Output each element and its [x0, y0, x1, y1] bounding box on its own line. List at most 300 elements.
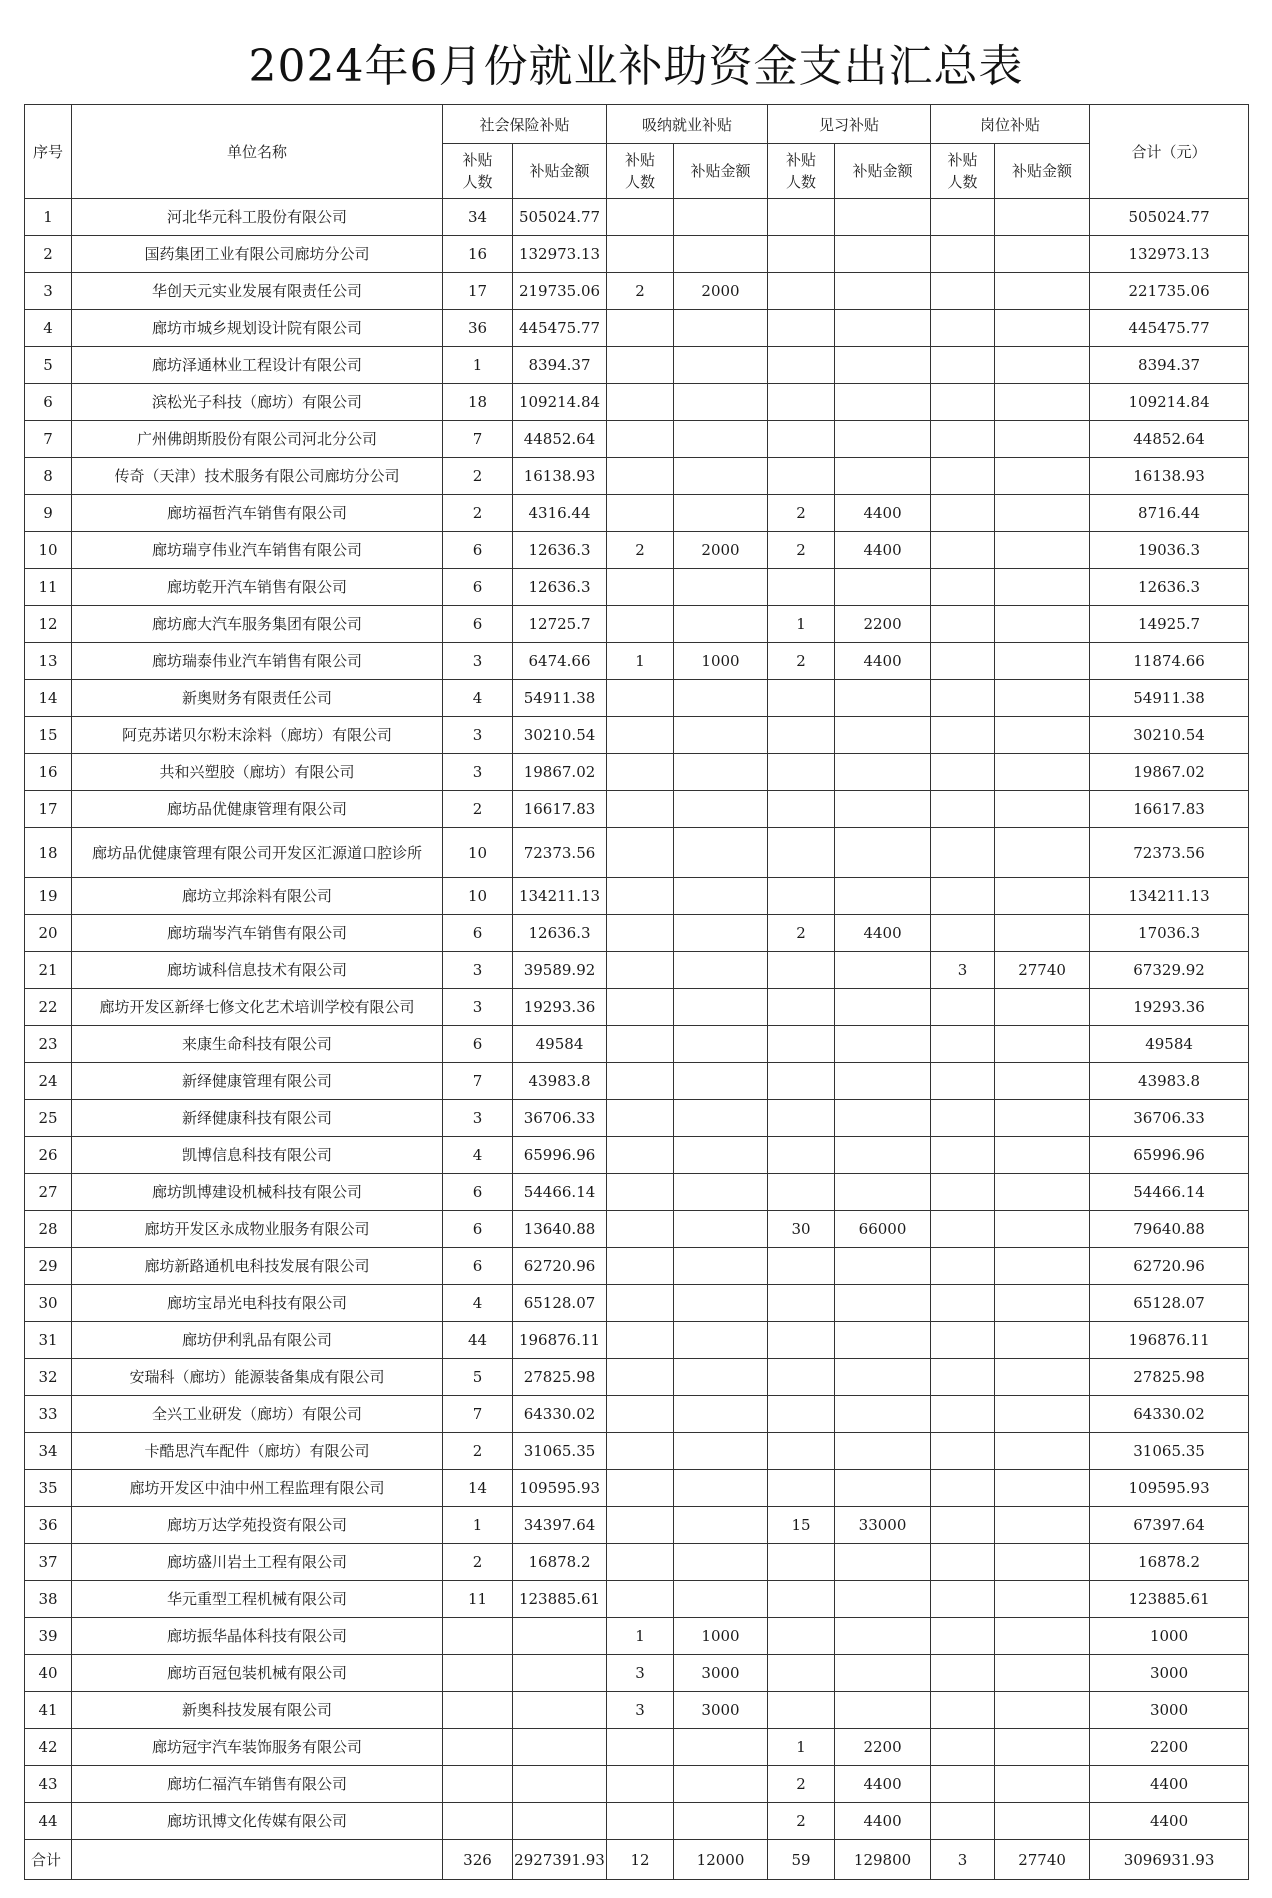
post-people	[931, 1248, 995, 1285]
row-index: 27	[25, 1174, 72, 1211]
table-row	[25, 1137, 1249, 1174]
intern-people	[768, 1174, 835, 1211]
social-amount: 19867.02	[513, 754, 607, 791]
post-people	[931, 1803, 995, 1840]
table-row	[25, 1544, 1249, 1581]
absorb-people	[607, 952, 674, 989]
social-people: 11	[443, 1581, 513, 1618]
social-amount: 62720.96	[513, 1248, 607, 1285]
unit-name: 廊坊宝昂光电科技有限公司	[72, 1285, 443, 1322]
total-unit-blank	[72, 1840, 443, 1880]
row-index: 11	[25, 569, 72, 606]
absorb-amount	[674, 878, 768, 915]
table-row	[25, 273, 1249, 310]
table-row	[25, 1655, 1249, 1692]
intern-people	[768, 754, 835, 791]
row-total: 36706.33	[1090, 1100, 1249, 1137]
post-people	[931, 1655, 995, 1692]
intern-people	[768, 1618, 835, 1655]
social-amount: 64330.02	[513, 1396, 607, 1433]
row-total: 11874.66	[1090, 643, 1249, 680]
absorb-people	[607, 236, 674, 273]
intern-people	[768, 1359, 835, 1396]
total-intern-people: 59	[768, 1840, 835, 1880]
row-total: 72373.56	[1090, 828, 1249, 878]
unit-name: 廊坊讯博文化传媒有限公司	[72, 1803, 443, 1840]
social-people: 1	[443, 347, 513, 384]
row-index: 31	[25, 1322, 72, 1359]
table-row	[25, 1470, 1249, 1507]
row-total: 67397.64	[1090, 1507, 1249, 1544]
row-total: 17036.3	[1090, 915, 1249, 952]
table-row	[25, 1803, 1249, 1840]
row-total: 62720.96	[1090, 1248, 1249, 1285]
row-index: 39	[25, 1618, 72, 1655]
absorb-people	[607, 569, 674, 606]
row-index: 13	[25, 643, 72, 680]
social-people: 3	[443, 643, 513, 680]
social-amount: 27825.98	[513, 1359, 607, 1396]
social-amount: 109595.93	[513, 1470, 607, 1507]
absorb-amount	[674, 1026, 768, 1063]
post-people	[931, 1026, 995, 1063]
post-people	[931, 310, 995, 347]
row-index: 14	[25, 680, 72, 717]
unit-name: 廊坊开发区新绎七修文化艺术培训学校有限公司	[72, 989, 443, 1026]
table-row	[25, 878, 1249, 915]
post-amount: 27740	[995, 952, 1090, 989]
absorb-people	[607, 1544, 674, 1581]
intern-people	[768, 952, 835, 989]
row-total: 4400	[1090, 1803, 1249, 1840]
absorb-people	[607, 347, 674, 384]
post-people	[931, 989, 995, 1026]
social-people: 3	[443, 754, 513, 791]
intern-people	[768, 1544, 835, 1581]
row-total: 16617.83	[1090, 791, 1249, 828]
social-amount	[513, 1618, 607, 1655]
intern-amount	[835, 1692, 931, 1729]
row-index: 17	[25, 791, 72, 828]
unit-name: 阿克苏诺贝尔粉末涂料（廊坊）有限公司	[72, 717, 443, 754]
post-amount	[995, 310, 1090, 347]
row-total: 65128.07	[1090, 1285, 1249, 1322]
absorb-amount	[674, 915, 768, 952]
absorb-amount	[674, 1433, 768, 1470]
post-people	[931, 384, 995, 421]
post-people	[931, 1692, 995, 1729]
table-row	[25, 1100, 1249, 1137]
post-amount	[995, 1026, 1090, 1063]
header-absorb-employment: 吸纳就业补贴	[607, 105, 768, 144]
intern-people: 15	[768, 1507, 835, 1544]
document-title: 2024年6月份就业补助资金支出汇总表	[248, 41, 1024, 92]
table-row	[25, 1063, 1249, 1100]
intern-amount	[835, 878, 931, 915]
intern-people	[768, 828, 835, 878]
intern-amount	[835, 680, 931, 717]
post-people	[931, 1359, 995, 1396]
post-people	[931, 791, 995, 828]
social-people: 2	[443, 495, 513, 532]
intern-people	[768, 236, 835, 273]
row-index: 18	[25, 828, 72, 878]
post-amount	[995, 680, 1090, 717]
post-amount	[995, 1581, 1090, 1618]
row-total: 1000	[1090, 1618, 1249, 1655]
unit-name: 国药集团工业有限公司廊坊分公司	[72, 236, 443, 273]
social-amount: 65996.96	[513, 1137, 607, 1174]
post-amount	[995, 1766, 1090, 1803]
intern-people	[768, 569, 835, 606]
intern-amount: 33000	[835, 1507, 931, 1544]
intern-people	[768, 199, 835, 236]
post-people	[931, 347, 995, 384]
absorb-people	[607, 878, 674, 915]
social-people	[443, 1618, 513, 1655]
intern-people: 1	[768, 606, 835, 643]
post-people	[931, 421, 995, 458]
social-people: 17	[443, 273, 513, 310]
table-row	[25, 1692, 1249, 1729]
absorb-amount	[674, 1470, 768, 1507]
absorb-amount: 2000	[674, 273, 768, 310]
intern-amount	[835, 1544, 931, 1581]
row-index: 2	[25, 236, 72, 273]
intern-people	[768, 791, 835, 828]
social-amount: 54466.14	[513, 1174, 607, 1211]
absorb-amount	[674, 347, 768, 384]
social-amount: 445475.77	[513, 310, 607, 347]
row-total: 65996.96	[1090, 1137, 1249, 1174]
post-amount	[995, 915, 1090, 952]
absorb-people	[607, 1174, 674, 1211]
absorb-amount	[674, 495, 768, 532]
social-people: 34	[443, 199, 513, 236]
absorb-amount	[674, 1396, 768, 1433]
social-people: 7	[443, 421, 513, 458]
row-index: 25	[25, 1100, 72, 1137]
intern-people	[768, 1396, 835, 1433]
post-amount	[995, 569, 1090, 606]
header-post-subsidy: 岗位补贴	[931, 105, 1090, 144]
social-amount: 43983.8	[513, 1063, 607, 1100]
intern-amount	[835, 1618, 931, 1655]
header-social-amount: 补贴金额	[513, 144, 607, 199]
intern-amount	[835, 1285, 931, 1322]
social-people: 18	[443, 384, 513, 421]
social-people: 6	[443, 1211, 513, 1248]
post-people	[931, 495, 995, 532]
absorb-people	[607, 1063, 674, 1100]
row-index: 36	[25, 1507, 72, 1544]
total-social-amount: 2927391.93	[513, 1840, 607, 1880]
unit-name: 新绎健康管理有限公司	[72, 1063, 443, 1100]
unit-name: 廊坊凯博建设机械科技有限公司	[72, 1174, 443, 1211]
post-amount	[995, 1803, 1090, 1840]
intern-amount	[835, 989, 931, 1026]
absorb-amount	[674, 421, 768, 458]
intern-people	[768, 989, 835, 1026]
header-intern-amount: 补贴金额	[835, 144, 931, 199]
unit-name: 新绎健康科技有限公司	[72, 1100, 443, 1137]
social-people	[443, 1655, 513, 1692]
intern-people	[768, 273, 835, 310]
social-people: 6	[443, 606, 513, 643]
unit-name: 传奇（天津）技术服务有限公司廊坊分公司	[72, 458, 443, 495]
absorb-amount	[674, 1581, 768, 1618]
intern-amount	[835, 952, 931, 989]
intern-amount	[835, 717, 931, 754]
post-people	[931, 717, 995, 754]
post-amount	[995, 1433, 1090, 1470]
social-amount: 36706.33	[513, 1100, 607, 1137]
header-unit-name: 单位名称	[72, 105, 443, 199]
table-row	[25, 199, 1249, 236]
social-people	[443, 1692, 513, 1729]
row-total: 109595.93	[1090, 1470, 1249, 1507]
row-total: 505024.77	[1090, 199, 1249, 236]
unit-name: 廊坊新路通机电科技发展有限公司	[72, 1248, 443, 1285]
intern-amount	[835, 1396, 931, 1433]
absorb-people	[607, 1507, 674, 1544]
absorb-amount	[674, 1137, 768, 1174]
unit-name: 廊坊瑞岑汽车销售有限公司	[72, 915, 443, 952]
total-grand: 3096931.93	[1090, 1840, 1249, 1880]
social-people: 2	[443, 458, 513, 495]
post-people	[931, 915, 995, 952]
table-body	[25, 199, 1249, 1840]
absorb-amount	[674, 1063, 768, 1100]
social-amount: 49584	[513, 1026, 607, 1063]
row-index: 30	[25, 1285, 72, 1322]
intern-amount	[835, 421, 931, 458]
absorb-people	[607, 495, 674, 532]
header-absorb-people	[607, 144, 674, 199]
row-index: 28	[25, 1211, 72, 1248]
table-row	[25, 532, 1249, 569]
row-total: 12636.3	[1090, 569, 1249, 606]
row-total: 445475.77	[1090, 310, 1249, 347]
table-row	[25, 1396, 1249, 1433]
intern-people	[768, 458, 835, 495]
post-people	[931, 606, 995, 643]
intern-amount	[835, 1137, 931, 1174]
social-amount: 134211.13	[513, 878, 607, 915]
absorb-people	[607, 1766, 674, 1803]
post-amount	[995, 1729, 1090, 1766]
intern-amount	[835, 1470, 931, 1507]
row-total: 16878.2	[1090, 1544, 1249, 1581]
social-people: 7	[443, 1063, 513, 1100]
social-people: 2	[443, 791, 513, 828]
total-post-amount: 27740	[995, 1840, 1090, 1880]
unit-name: 华元重型工程机械有限公司	[72, 1581, 443, 1618]
social-people: 3	[443, 717, 513, 754]
row-total: 49584	[1090, 1026, 1249, 1063]
intern-amount	[835, 458, 931, 495]
row-index: 9	[25, 495, 72, 532]
intern-people: 2	[768, 532, 835, 569]
absorb-people	[607, 199, 674, 236]
table-row	[25, 791, 1249, 828]
post-amount	[995, 878, 1090, 915]
unit-name: 廊坊瑞泰伟业汽车销售有限公司	[72, 643, 443, 680]
social-people: 3	[443, 1100, 513, 1137]
intern-amount	[835, 1174, 931, 1211]
row-index: 12	[25, 606, 72, 643]
row-total: 14925.7	[1090, 606, 1249, 643]
row-total: 54466.14	[1090, 1174, 1249, 1211]
social-people: 5	[443, 1359, 513, 1396]
social-people: 16	[443, 236, 513, 273]
absorb-amount	[674, 1507, 768, 1544]
absorb-amount	[674, 1803, 768, 1840]
post-amount	[995, 791, 1090, 828]
subsidy-summary-table	[24, 104, 1249, 1880]
header-row-groups	[25, 105, 1249, 144]
absorb-amount	[674, 828, 768, 878]
row-total: 132973.13	[1090, 236, 1249, 273]
intern-people	[768, 1470, 835, 1507]
post-people	[931, 1322, 995, 1359]
row-index: 21	[25, 952, 72, 989]
post-amount	[995, 199, 1090, 236]
row-index: 23	[25, 1026, 72, 1063]
absorb-amount	[674, 569, 768, 606]
intern-people	[768, 1248, 835, 1285]
table-row	[25, 347, 1249, 384]
intern-amount	[835, 1063, 931, 1100]
post-people	[931, 1174, 995, 1211]
intern-people	[768, 878, 835, 915]
social-people: 6	[443, 569, 513, 606]
row-index: 38	[25, 1581, 72, 1618]
intern-people	[768, 1063, 835, 1100]
post-people	[931, 273, 995, 310]
absorb-amount	[674, 1766, 768, 1803]
row-total: 43983.8	[1090, 1063, 1249, 1100]
post-amount	[995, 643, 1090, 680]
unit-name: 廊坊福哲汽车销售有限公司	[72, 495, 443, 532]
post-amount	[995, 421, 1090, 458]
absorb-amount: 2000	[674, 532, 768, 569]
absorb-amount	[674, 680, 768, 717]
absorb-people	[607, 606, 674, 643]
row-index: 34	[25, 1433, 72, 1470]
absorb-amount	[674, 199, 768, 236]
post-amount	[995, 1544, 1090, 1581]
social-amount: 19293.36	[513, 989, 607, 1026]
row-index: 19	[25, 878, 72, 915]
social-people: 6	[443, 1026, 513, 1063]
intern-people: 2	[768, 915, 835, 952]
absorb-amount	[674, 989, 768, 1026]
absorb-amount: 1000	[674, 1618, 768, 1655]
social-amount	[513, 1803, 607, 1840]
unit-name: 廊坊市城乡规划设计院有限公司	[72, 310, 443, 347]
post-people	[931, 199, 995, 236]
intern-people: 2	[768, 1766, 835, 1803]
absorb-people: 3	[607, 1655, 674, 1692]
intern-people	[768, 421, 835, 458]
social-people: 1	[443, 1507, 513, 1544]
header-people-text: 补贴人数	[786, 151, 817, 191]
table-row	[25, 1766, 1249, 1803]
intern-amount: 66000	[835, 1211, 931, 1248]
absorb-people	[607, 1359, 674, 1396]
table-row	[25, 495, 1249, 532]
social-people: 6	[443, 1248, 513, 1285]
post-amount	[995, 989, 1090, 1026]
social-amount	[513, 1729, 607, 1766]
post-amount	[995, 532, 1090, 569]
intern-amount	[835, 1248, 931, 1285]
table-row	[25, 1285, 1249, 1322]
row-total: 196876.11	[1090, 1322, 1249, 1359]
absorb-people	[607, 1396, 674, 1433]
intern-amount: 2200	[835, 606, 931, 643]
intern-amount	[835, 236, 931, 273]
total-label: 合计	[25, 1840, 72, 1880]
absorb-amount	[674, 1248, 768, 1285]
table-row	[25, 828, 1249, 878]
intern-amount	[835, 347, 931, 384]
header-social-people	[443, 144, 513, 199]
row-total: 2200	[1090, 1729, 1249, 1766]
intern-amount	[835, 199, 931, 236]
header-social-insurance: 社会保险补贴	[443, 105, 607, 144]
absorb-people	[607, 1211, 674, 1248]
post-people	[931, 458, 995, 495]
intern-people: 2	[768, 495, 835, 532]
table-row	[25, 643, 1249, 680]
unit-name: 廊坊品优健康管理有限公司	[72, 791, 443, 828]
social-amount: 196876.11	[513, 1322, 607, 1359]
total-row	[25, 1840, 1249, 1880]
row-total: 27825.98	[1090, 1359, 1249, 1396]
absorb-amount	[674, 458, 768, 495]
unit-name: 凯博信息科技有限公司	[72, 1137, 443, 1174]
social-people: 10	[443, 878, 513, 915]
intern-people	[768, 1322, 835, 1359]
header-people-text: 补贴人数	[462, 151, 493, 191]
intern-amount: 2200	[835, 1729, 931, 1766]
unit-name: 廊坊万达学苑投资有限公司	[72, 1507, 443, 1544]
social-amount: 505024.77	[513, 199, 607, 236]
social-amount	[513, 1766, 607, 1803]
absorb-amount	[674, 1285, 768, 1322]
post-people	[931, 1433, 995, 1470]
intern-people	[768, 1026, 835, 1063]
social-people: 4	[443, 680, 513, 717]
social-amount: 132973.13	[513, 236, 607, 273]
table-row	[25, 1581, 1249, 1618]
absorb-amount	[674, 310, 768, 347]
intern-amount	[835, 384, 931, 421]
absorb-people	[607, 754, 674, 791]
row-index: 32	[25, 1359, 72, 1396]
absorb-amount	[674, 791, 768, 828]
row-index: 40	[25, 1655, 72, 1692]
social-amount: 12725.7	[513, 606, 607, 643]
table-row	[25, 569, 1249, 606]
social-amount	[513, 1692, 607, 1729]
total-social-people: 326	[443, 1840, 513, 1880]
absorb-amount	[674, 1100, 768, 1137]
social-people: 44	[443, 1322, 513, 1359]
unit-name: 廊坊盛川岩土工程有限公司	[72, 1544, 443, 1581]
